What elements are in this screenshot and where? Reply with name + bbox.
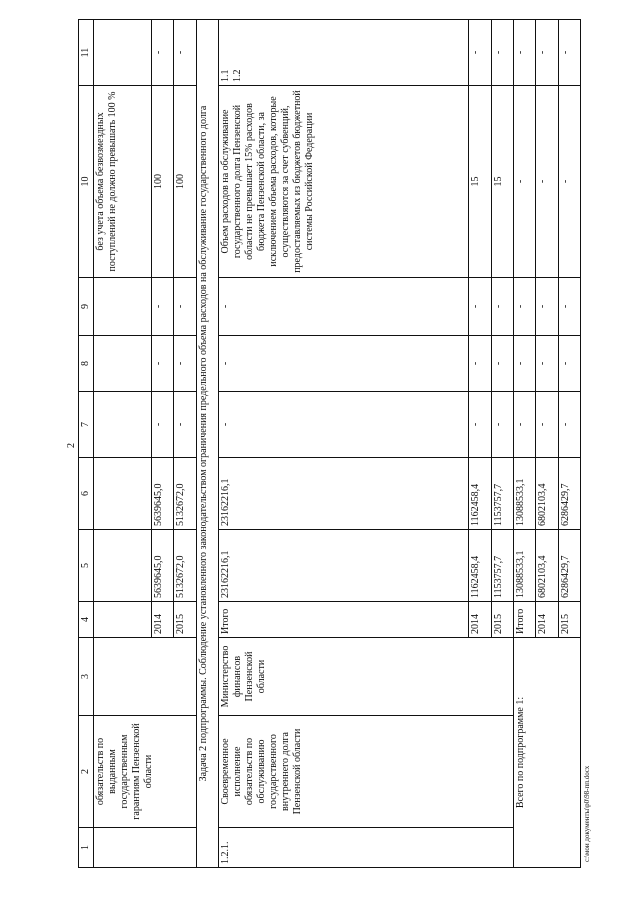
- table-row: 2015 1153757,7 1153757,7 - - - 15 -: [491, 20, 513, 868]
- header-cell: 7: [79, 392, 94, 458]
- indicator-refs: 1.1 1.2: [219, 20, 469, 86]
- header-cell: 10: [79, 86, 94, 278]
- task-2-heading: Задача 2 подпрограммы. Соблюдение установленного законодательством ограничения предельного объема расходов на обслуживание государственного долга: [196, 20, 218, 868]
- header-row: [79, 20, 94, 868]
- guarantee-obligations-name: обязательств по выданным государственным гарантиям Пензенской области: [94, 716, 197, 828]
- table-row: Всего по подпрограмме 1: Итого 13088533,1 13088533,1 - - - - -: [513, 20, 535, 868]
- rotated-table-container: [78, 20, 581, 868]
- table-row: 2014 5639645,0 5639645,0 - - - 100 -: [152, 20, 174, 868]
- item-number: 1.2.1.: [219, 828, 514, 868]
- table-row: 2015 5132672,0 5132672,0 - - - 100 -: [174, 20, 196, 868]
- header-cell: 1: [79, 828, 94, 868]
- header-cell: 5: [79, 530, 94, 602]
- summary-label: Всего по подпрограмме 1:: [513, 638, 580, 868]
- table-row: 2014 6802103,4 6802103,4 - - - - -: [536, 20, 558, 868]
- table-row: [196, 20, 218, 868]
- table-row: 2015 6286429,7 6286429,7 - - - - -: [558, 20, 580, 868]
- footer-file-path: c:\мои документы\p0\98-пп.docx: [583, 765, 591, 862]
- indicator-text: Объем расходов на обслуживание государственного долга Пензенской области не превышает 15% расходов бюджета Пензенской области, за исключением объема расходов, которые осуществляются за счет субвенций, предоставляемых из бюджетов бюджетной системы Российской Федерации: [219, 86, 469, 278]
- program-table: [78, 19, 581, 868]
- table-row: [94, 20, 152, 868]
- table-row: 2014 1162458,4 1162458,4 - - - 15 -: [469, 20, 491, 868]
- indicator-text: без учета объема безвозмездных поступлений не должно превышать 100 %: [94, 86, 152, 278]
- table-row: 1.2.1. Своевременное исполнение обязательств по обслуживанию государственного внутреннего долга Пензенской области Министерство финансов Пензенской области Итого 23162216,1 23162216,1 - - - Объем расходов на обслуживание государственного долга Пензенской области не превышает 15% расходов бюджета Пензенской области, за исключением объема расходов, которые осуществляются за счет субвенций, предоставляемых из бюджетов бюджетной системы Российской Федерации 1.1 1.2: [219, 20, 469, 868]
- header-cell: 6: [79, 458, 94, 530]
- header-cell: 8: [79, 336, 94, 392]
- item-name: Своевременное исполнение обязательств по обслуживанию государственного внутреннего долга Пензенской области: [219, 716, 514, 828]
- header-cell: 4: [79, 602, 94, 638]
- header-cell: 2: [79, 716, 94, 828]
- item-executor: Министерство финансов Пензенской области: [219, 638, 514, 716]
- page-number: 2: [66, 443, 77, 448]
- header-cell: 11: [79, 20, 94, 86]
- header-cell: 9: [79, 278, 94, 336]
- header-cell: 3: [79, 638, 94, 716]
